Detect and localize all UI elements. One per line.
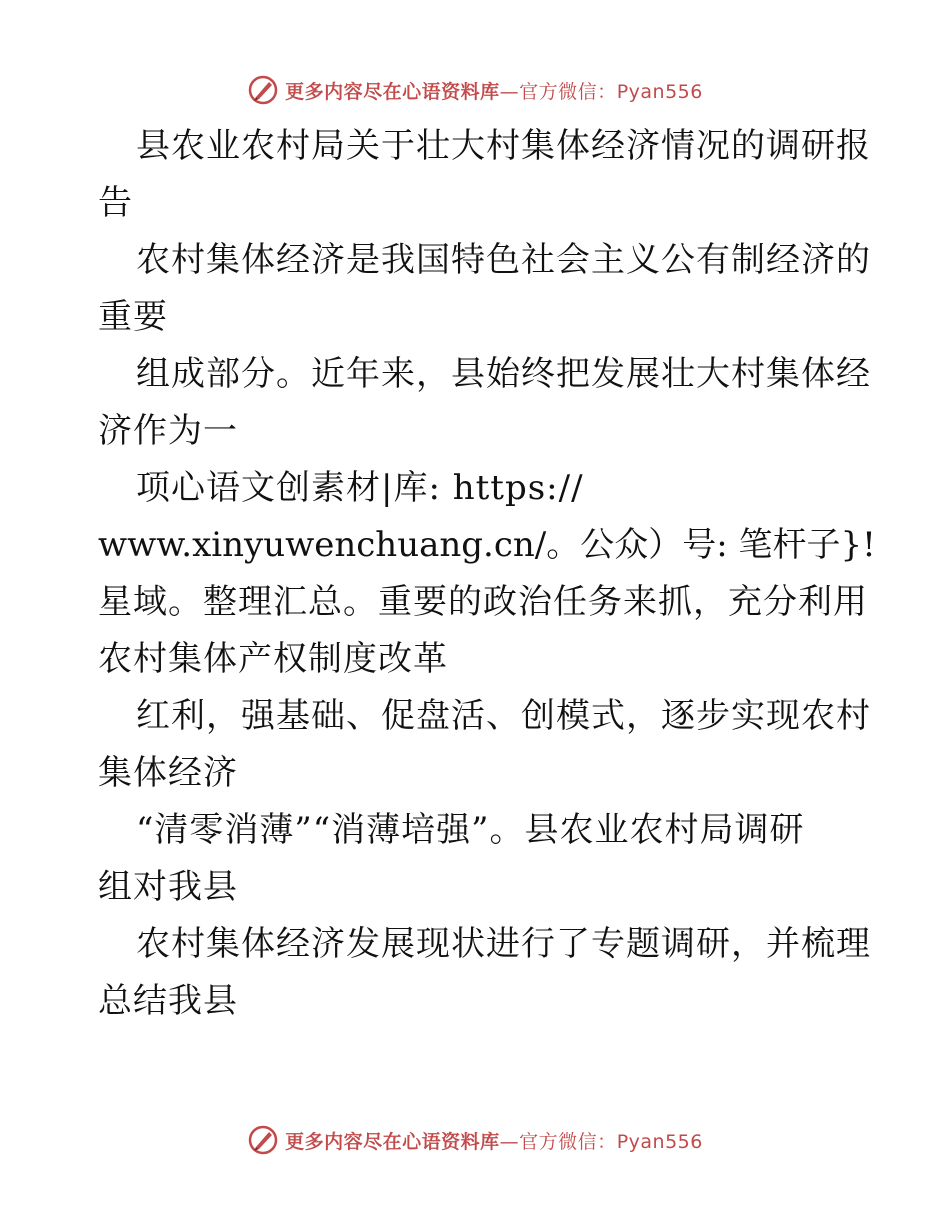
doc-line: 农村集体经济是我国特色社会主义公有制经济的 [136, 240, 871, 280]
doc-line: 项心语文创素材|库: https:// [136, 468, 584, 508]
watermark-text: 更多内容尽在心语资料库—官方微信：Pyan556 [285, 1130, 703, 1153]
doc-line: 组对我县 [98, 867, 238, 907]
doc-line: 集体经济 [98, 753, 238, 793]
doc-line: 星域。整理汇总。重要的政治任务来抓，充分利用 [98, 582, 868, 622]
doc-line: 红利，强基础、促盘活、创模式，逐步实现农村 [136, 696, 871, 736]
doc-line: 济作为一 [98, 411, 238, 451]
doc-line: 总结我县 [98, 981, 238, 1021]
pen-logo-icon [247, 1124, 279, 1156]
doc-line: 告 [98, 183, 133, 223]
doc-line: 组成部分。近年来，县始终把发展壮大村集体经 [136, 354, 871, 394]
watermark-text: 更多内容尽在心语资料库—官方微信：Pyan556 [285, 80, 703, 103]
document-body [98, 118, 876, 1030]
footer-watermark [0, 1120, 950, 1160]
header-watermark [0, 70, 950, 110]
doc-line: 农村集体产权制度改革 [98, 639, 448, 679]
doc-line: 农村集体经济发展现状进行了专题调研，并梳理 [136, 924, 871, 964]
doc-line: www.xinyuwenchuang.cn/。公众）号: 笔杆子}! [98, 525, 876, 565]
doc-line: 重要 [98, 297, 168, 337]
pen-logo-icon [247, 74, 279, 106]
doc-line: “清零消薄”“消薄培强”。县农业农村局调研 [136, 810, 805, 850]
doc-line: 县农业农村局关于壮大村集体经济情况的调研报 [136, 126, 871, 166]
